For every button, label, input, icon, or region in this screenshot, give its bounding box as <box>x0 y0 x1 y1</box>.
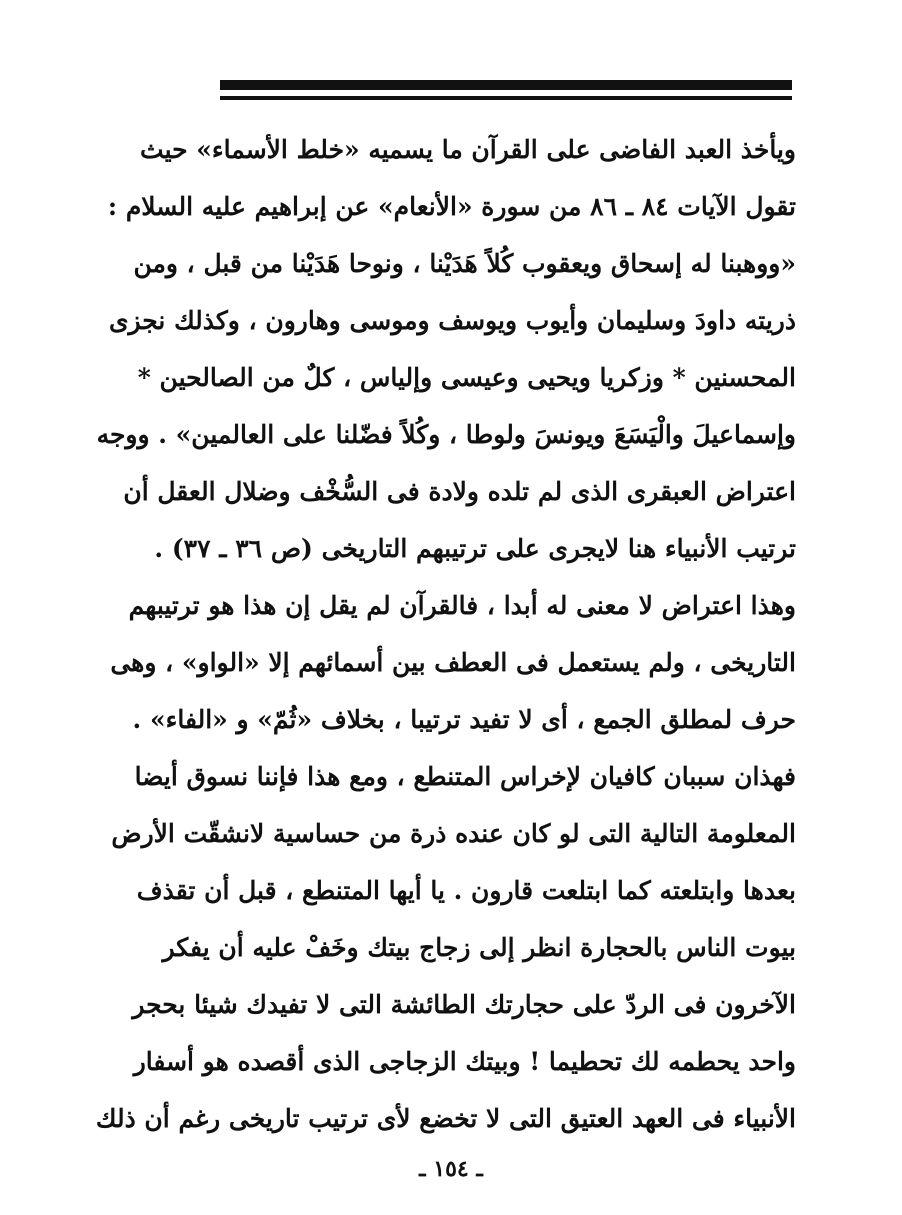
text-line: المحسنين * وزكريا ويحيى وعيسى وإلياس ، كلٌ من الصالحين * <box>137 363 796 392</box>
text-line: حرف لمطلق الجمع ، أى لا تفيد ترتيبا ، بخلاف «ثُمّ» و «الفاء» . <box>132 705 796 734</box>
text-line: الأنبياء فى العهد العتيق التى لا تخضع لأى ترتيب تاريخى رغم أن ذلك <box>95 1104 796 1133</box>
text-line: ذريته داودَ وسليمان وأيوب ويوسف وموسى وهارون ، وكذلك نجزى <box>108 306 796 335</box>
text-line: الآخرون فى الردّ على حجارتك الطائشة التى لا تفيدك شيئا بحجر <box>132 990 796 1019</box>
header-rule-thick <box>220 80 792 90</box>
page-number: ـ ١٥٤ ـ <box>419 1156 483 1182</box>
text-line: بيوت الناس بالحجارة انظر إلى زجاج بيتك وخَفْ عليه أن يفكر <box>162 933 796 962</box>
text-line: واحد يحطمه لك تحطيما ! وبيتك الزجاجى الذى أقصده هو أسفار <box>133 1047 796 1076</box>
text-line: تقول الآيات ٨٤ ـ ٨٦ من سورة «الأنعام» عن إبراهيم عليه السلام : <box>107 192 796 221</box>
text-line: التاريخى ، ولم يستعمل فى العطف بين أسمائهم إلا «الواو» ، وهى <box>110 648 796 677</box>
text-line: ويأخذ العبد الفاضى على القرآن ما يسميه «خلط الأسماء» حيث <box>140 135 796 164</box>
text-line: اعتراض العبقرى الذى لم تلده ولادة فى السُّخْف وضلال العقل أن <box>123 477 796 506</box>
text-line: بعدها وابتلعته كما ابتلعت قارون . يا أيها المتنطع ، قبل أن تقذف <box>136 876 796 905</box>
text-line: وإسماعيلَ والْيَسَعَ ويونسَ ولوطا ، وكُلاً فضّلنا على العالمين» . ووجه <box>96 420 796 449</box>
text-line: «ووهبنا له إسحاق ويعقوب كُلاً هَدَيْنا ، ونوحا هَدَيْنا من قبل ، ومن <box>133 249 796 278</box>
text-line: المعلومة التالية التى لو كان عنده ذرة من حساسية لانشقّت الأرض <box>111 819 796 848</box>
text-line: فهذان سببان كافيان لإخراس المتنطع ، ومع هذا فإننا نسوق أيضا <box>134 762 796 791</box>
paragraph-1 <box>96 132 796 588</box>
text-line: ترتيب الأنبياء هنا لايجرى على ترتيبهم التاريخى (ص ٣٦ ـ ٣٧) . <box>154 534 796 563</box>
header-rule-thin <box>220 96 792 100</box>
text-line: وهذا اعتراض لا معنى له أبدا ، فالقرآن لم يقل إن هذا هو ترتيبهم <box>128 591 796 620</box>
paragraph-2 <box>95 588 796 1158</box>
